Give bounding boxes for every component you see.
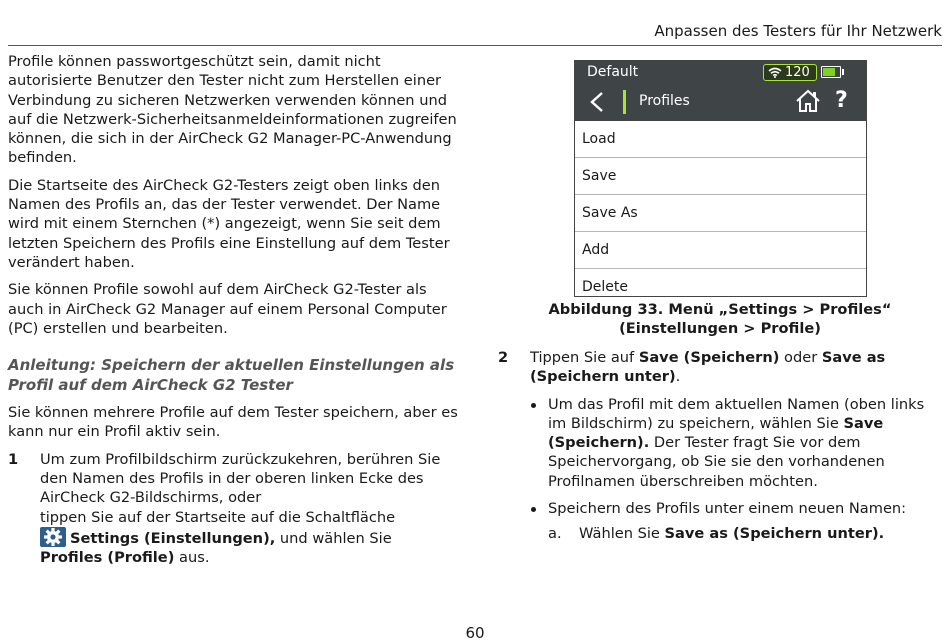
bullet-dot [531,403,536,408]
step-1 [8,450,458,568]
step-2-text-a: Tippen Sie auf [530,349,639,366]
bullet-dot [531,507,536,512]
caption-line-1: Abbildung 33. Menü „Settings > Profiles“ [548,301,892,318]
steps-list [8,450,458,568]
step-1-text-c: und wählen Sie [275,529,392,547]
bullet-1-save: Save (Speichern). [548,414,884,452]
caption-line-2: (Einstellungen > Profile) [619,320,821,338]
menu-item-save[interactable]: Save [575,158,866,195]
battery-icon [821,66,841,78]
menu-item-add[interactable]: Add [575,232,866,269]
step-1-text-d: aus. [174,549,210,567]
sub-step-text: Wählen Sie [579,525,665,543]
profile-name[interactable]: Default [587,64,639,80]
step-number: 1 [8,450,19,468]
step-1-text-a: Um zum Profilbildschirm zurückzukehren, berühren Sie den Namen des Profils in der oberen linken Ecke des AirCheck G2-Bildschirms, oder [40,450,441,507]
menu-item-save-as[interactable]: Save As [575,195,866,232]
settings-gear-icon [40,527,66,547]
section-heading: Anleitung: Speichern der aktuellen Einstellungen als Profil auf dem AirCheck G2 Tester [8,356,455,395]
figure-caption [540,300,900,339]
left-column [8,52,458,568]
help-icon[interactable]: ? [835,88,848,113]
sub-step-letter: a. [548,525,562,543]
status-bar [575,61,866,83]
save-label: Save (Speichern) [638,349,780,366]
bullet-2 [498,499,928,544]
menu-item-delete[interactable]: Delete [582,279,628,295]
paragraph-2: Die Startseite des AirCheck G2-Testers zeigt oben links den Namen des Profils an, das der Tester verwendet. Der Name wird mit einem Sternchen (*) angezeigt, wenn Sie seit dem letzten Speichern des Profils eine Einstellung auf dem Tester verändert haben. [8,176,450,271]
step-2 [498,348,928,387]
sub-step-a [498,524,928,543]
save-as-label: Save as (Speichern unter) [530,349,886,386]
step-1-text-b: tippen Sie auf der Startseite auf die Schaltfläche [40,508,396,526]
device-screenshot [574,60,867,297]
back-arrow-icon[interactable] [589,91,605,113]
step-2-text-b: oder [779,349,822,366]
battery-level [823,68,835,76]
page-number: 60 [465,624,485,642]
bullet-list [498,395,928,544]
sub-step-save-as: Save as (Speichern unter). [664,525,885,543]
running-header: Anpassen des Testers für Ihr Netzwerk [654,22,942,40]
paragraph-1: Profile können passwortgeschützt sein, damit nicht autorisierte Benutzer den Tester nicht zum Herstellen einer Verbindung zu sicheren Netzwerken verwenden können und auf die Netzwerk-Sicherheitsanmeldeinformationen zugreifen können, die sich in der AirCheck G2 Manager-PC-Anwendung befinden. [8,53,457,167]
paragraph-3: Sie können Profile sowohl auf dem AirCheck G2-Tester als auch in AirCheck G2 Manager auf einem Personal Computer (PC) erstellen und bearbeiten. [8,281,447,337]
bullet-1 [498,395,928,491]
settings-label: Settings (Einstellungen), [70,529,276,547]
wifi-badge[interactable] [763,64,817,81]
title-divider [623,90,626,114]
wifi-icon [768,67,782,78]
profiles-menu [575,121,866,297]
bullet-1-text-a: Um das Profil mit dem aktuellen Namen (oben links im Bildschirm) zu speichern, wählen Sie [548,395,925,432]
screen-title: Profiles [639,93,690,109]
step-2-text-c: . [675,368,681,386]
wifi-count: 120 [785,65,810,80]
home-icon[interactable] [795,89,821,113]
step-number: 2 [498,349,509,366]
paragraph-4: Sie können mehrere Profile auf dem Tester speichern, aber es kann nur ein Profil aktiv sein. [8,404,458,441]
header-rule [8,45,942,46]
title-bar [575,83,866,121]
bullet-1-text-b: Der Tester fragt Sie vor dem Speichervorgang, ob Sie sie den vorhandenen Profilnamen überschreiben möchten. [548,434,885,490]
menu-item-load[interactable]: Load [575,121,866,158]
profiles-label: Profiles (Profile) [40,549,175,567]
bullet-2-text: Speichern des Profils unter einem neuen Namen: [548,500,907,518]
right-column [498,348,928,552]
